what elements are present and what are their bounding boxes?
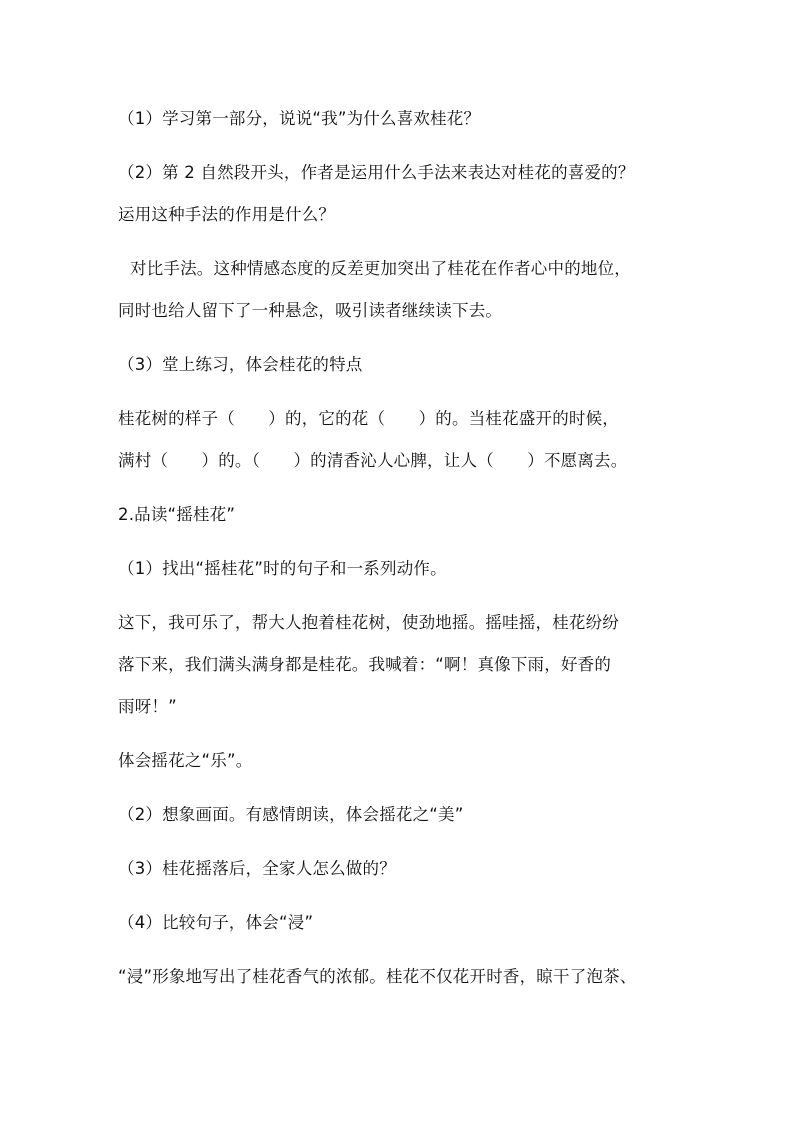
question-2-continuation: 运用这种手法的作用是什么？ xyxy=(118,205,336,224)
fill-blank-line-1: 桂花树的样子（ ）的，它的花（ ）的。当桂花盛开的时候， xyxy=(118,409,619,428)
task-2-imagine: （2）想象画面。有感情朗读，体会摇花之“美” xyxy=(118,805,464,824)
question-3-class-exercise: （3）堂上练习，体会桂花的特点 xyxy=(118,355,363,374)
quote-paragraph-line-1: 这下，我可乐了，帮大人抱着桂花树，使劲地摇。摇哇摇，桂花纷纷 xyxy=(118,613,619,632)
quote-paragraph-line-2: 落下来，我们满头满身都是桂花。我喊着：“啊！真像下雨，好香的 xyxy=(118,655,612,674)
question-2-technique: （2）第 2 自然段开头，作者是运用什么手法来表达对桂花的喜爱的？ xyxy=(118,163,635,182)
task-4-compare-sentences: （4）比较句子，体会“浸” xyxy=(118,913,314,932)
answer-contrast-technique: 对比手法。这种情感态度的反差更加突出了桂花在作者心中的地位， xyxy=(130,259,631,278)
fill-blank-line-2: 满村（ ）的。（ ）的清香沁人心脾，让人（ ）不愿离去。 xyxy=(118,451,628,470)
section-2-heading: 2.品读“摇桂花” xyxy=(118,505,236,524)
task-1-find-sentences: （1）找出“摇桂花”时的句子和一系列动作。 xyxy=(118,559,447,578)
task-3-family-actions: （3）桂花摇落后，全家人怎么做的？ xyxy=(118,859,396,878)
answer-continuation: 同时也给人留下了一种悬念，吸引读者继续读下去。 xyxy=(118,301,503,320)
note-joy: 体会摇花之“乐”。 xyxy=(118,751,253,770)
question-1-why-like-osmanthus: （1）学习第一部分，说说“我”为什么喜欢桂花？ xyxy=(118,109,481,128)
explanation-soak: “浸”形象地写出了桂花香气的浓郁。桂花不仅花开时香，晾干了泡茶、 xyxy=(118,967,637,986)
quote-paragraph-line-3: 雨呀！” xyxy=(118,697,177,716)
